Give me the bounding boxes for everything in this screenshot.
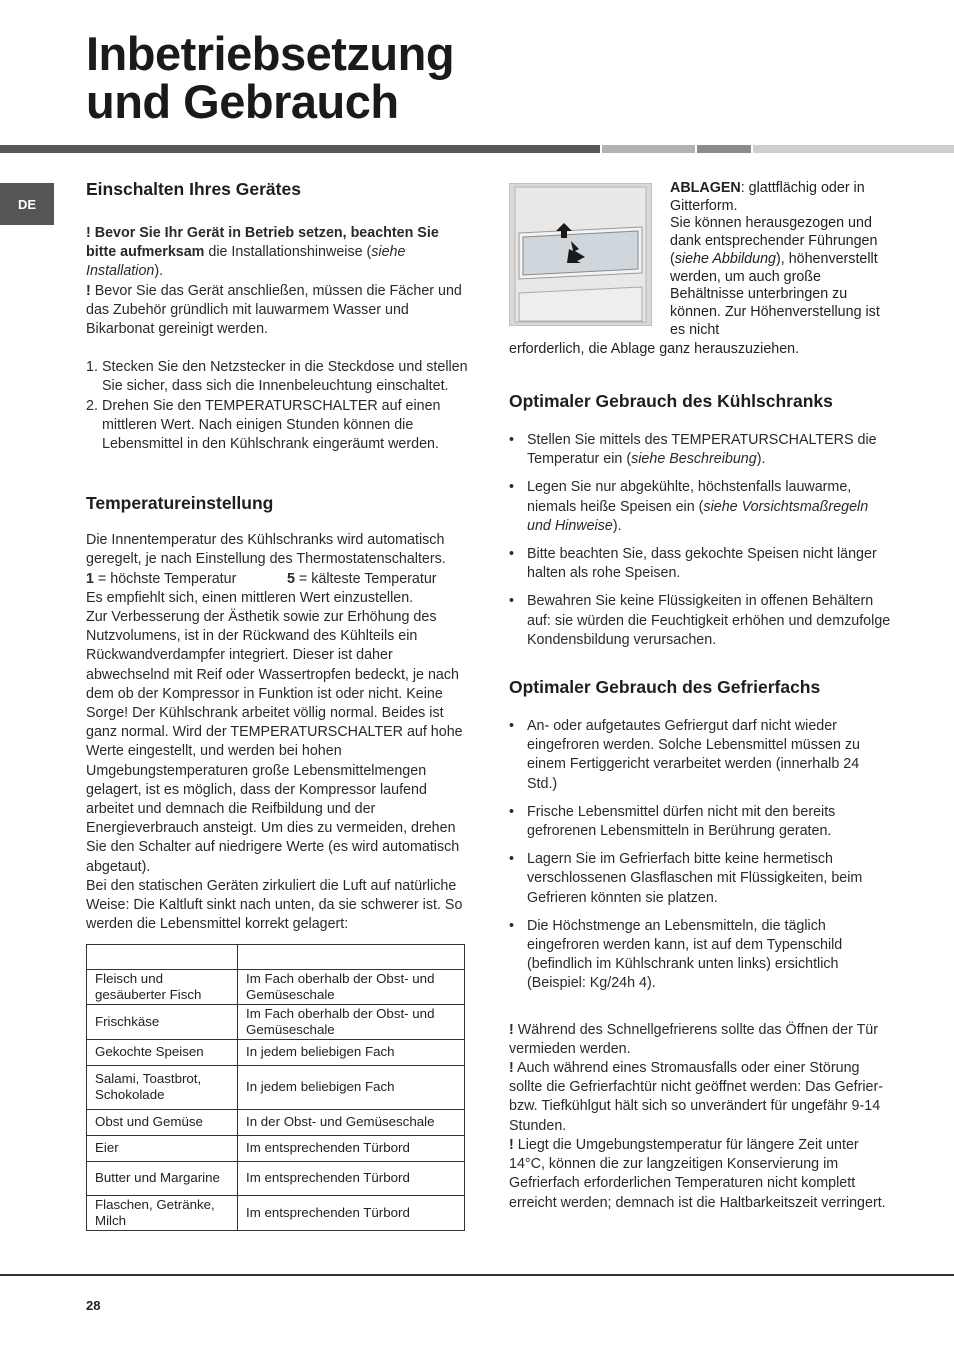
table-cell-food: Salami, Toastbrot, Schokolade [87, 1065, 238, 1109]
storage-table [86, 944, 465, 1231]
header-bar-dark [0, 145, 600, 153]
list-item: • Frische Lebensmittel dürfen nicht mit den bereits gefrorenen Lebensmitteln in Berührung geraten. [509, 803, 891, 841]
left-column [86, 178, 472, 1231]
table-cell-place: Im Fach oberhalb der Obst- und Gemüseschale [238, 1004, 465, 1039]
list-item: • Legen Sie nur abgekühlte, höchstenfalls lauwarme, niemals heiße Speisen ein (siehe Vorsichtsmaßregeln und Hinweise). [509, 478, 891, 536]
section-heading-einschalten: Einschalten Ihres Gerätes [86, 179, 301, 199]
table-cell-place: Im entsprechenden Türbord [238, 1195, 465, 1230]
table-cell-place: Im entsprechenden Türbord [238, 1135, 465, 1161]
list-item [86, 397, 472, 455]
setup-steps [86, 358, 472, 454]
table-cell-place: Im entsprechenden Türbord [238, 1161, 465, 1195]
table-cell-food: Gekochte Speisen [87, 1039, 238, 1065]
header-bar-light [602, 145, 695, 153]
table-row [87, 1161, 465, 1195]
shelf-p2: Sie können herausgezogen und dank entsprechender Führungen (siehe Abbildung), höhenverstellt werden, um auch große Behältnisse unterbringen zu können. Zur Höhenverstellung ist es nicht [670, 215, 880, 338]
table-row [87, 1195, 465, 1230]
table-cell-place: In jedem beliebigen Fach [238, 1039, 465, 1065]
shelf-description-tail: erforderlich, die Ablage ganz herauszuziehen. [509, 341, 800, 357]
fridge-tips [509, 431, 891, 650]
table-cell-food: Flaschen, Getränke, Milch [87, 1195, 238, 1230]
table-row [87, 1109, 465, 1135]
shelf-label: ABLAGEN [670, 180, 741, 196]
header-bar-mid [697, 145, 751, 153]
freezer-notes [509, 1021, 891, 1213]
table-cell-place: In jedem beliebigen Fach [238, 1065, 465, 1109]
freezer-tips [509, 717, 891, 994]
shelf-description [670, 180, 885, 339]
footer-divider [0, 1274, 954, 1276]
clean-warning-text: Bevor Sie das Gerät anschließen, müssen die Fächer und das Zubehör gründlich mit lauwarmem Wasser und Bikarbonat gereinigt werden. [86, 282, 462, 338]
step-number: 1. [86, 359, 98, 376]
table-header-cell [87, 944, 238, 969]
temp-intro: Die Innentemperatur des Kühlschranks wird automatisch geregelt, je nach Einstellung des Thermostatenschalters. [86, 532, 446, 568]
table-row [87, 1135, 465, 1161]
section-heading-gefrierfach: Optimaler Gebrauch des Gefrierfachs [509, 677, 821, 698]
install-warning-text: die Installationshinweise ( [204, 244, 372, 261]
install-warning-end: ). [154, 263, 164, 280]
page-title-line2: und Gebrauch [86, 75, 399, 128]
section-heading-kuehlschrank: Optimaler Gebrauch des Kühlschranks [509, 391, 833, 411]
step-number: 2. [86, 397, 98, 414]
right-column [509, 390, 891, 1213]
table-cell-food: Eier [87, 1135, 238, 1161]
list-item: • Die Höchstmenge an Lebensmitteln, die täglich eingefroren werden kann, ist auf dem Typenschild (befindlich im Kühlschrank unten links) ersichtlich (Beispiel: Kg/24h 4). [509, 917, 891, 994]
install-warning-bold: Bevor Sie Ihr Gerät in Betrieb setzen, beachten Sie bitte aufmerksam [86, 225, 439, 261]
exclamation-icon: ! [509, 1021, 514, 1038]
table-row [87, 1065, 465, 1109]
step-text: Stecken Sie den Netzstecker in die Steckdose und stellen Sie sicher, dass sich die Innenbeleuchtung einschaltet. [102, 359, 468, 395]
table-row [87, 1004, 465, 1039]
note: ! Auch während eines Stromausfalls oder einer Störung sollte die Gefrierfachtür nicht geöffnet werden: Das Gefrier- bzw. Tiefkühlgut hält sich so unverändert für ungefähr 9-14 Stunden. [509, 1060, 884, 1134]
install-warning-ref: siehe Installation [86, 244, 406, 280]
table-cell-food: Fleisch und gesäuberter Fisch [87, 969, 238, 1004]
header-bar-pale [753, 145, 954, 153]
table-cell-food: Frischkäse [87, 1004, 238, 1039]
shelf-illustration [509, 183, 652, 326]
temp-recommendation: Es empfiehlt sich, einen mittleren Wert einzustellen. [86, 589, 414, 606]
clean-warning [86, 282, 472, 340]
table-cell-place: In der Obst- und Gemüseschale [238, 1109, 465, 1135]
temp-evaporator: Zur Verbesserung der Ästhetik sowie zur Erhöhung des Nutzvolumens, ist in der Rückwand des Kühlteils ein Rückwandverdampfer integriert. Dieser ist daher abwechselnd mit Reif oder Wassertropfen bedeckt, je nach dem ob der Kompressor in Funktion ist oder nicht. Keine Sorge! Der Kühlschrank arbeitet völlig normal. Beides ist ganz normal. Wird der TEMPERATURSCHALTER auf hohe Werte eingestellt, und werden bei hohen Umgebungstemperaturen große Lebensmittelmengen gelagert, ist es möglich, dass der Kompressor laufend arbeitet und demnach die Reifbildung und der Energieverbrauch ansteigt. Um dies zu vermeiden, drehen Sie den Schalter auf niedrigere Werte (es wird automatisch abgetaut). [86, 609, 463, 875]
exclamation-icon: ! [509, 1136, 514, 1153]
install-warning [86, 224, 472, 282]
page-title-line1: Inbetriebsetzung [86, 27, 455, 80]
note: ! Während des Schnellgefrierens sollte das Öffnen der Tür vermieden werden. [509, 1021, 879, 1057]
shelf-p1: ABLAGEN: glattflächig oder in Gitterform. [670, 180, 865, 214]
table-row [87, 969, 465, 1004]
step-text: Drehen Sie den TEMPERATURSCHALTER auf einen mittleren Wert. Nach einigen Stunden können die Lebensmittel in den Kühlschrank eingeräumt werden. [102, 397, 441, 453]
table-header-row [87, 944, 465, 969]
list-item: • An- oder aufgetautes Gefriergut darf nicht wieder eingefroren werden. Solche Lebensmittel müssen zu einem Fertiggericht verarbeitet werden (innerhalb 24 Std.) [509, 717, 891, 794]
table-header-cell [238, 944, 465, 969]
exclamation-icon: ! [509, 1060, 514, 1077]
note: ! Liegt die Umgebungstemperatur für längere Zeit unter 14°C, können die zur langzeitigen Konservierung im Gefrierfach erforderlichen Temperaturen nicht komplett erreicht werden; demnach ist die Haltbarkeitszeit verringert. [509, 1136, 886, 1211]
temp-scale-min: 5 = kälteste Temperatur [287, 570, 437, 587]
list-item: • Lagern Sie im Gefrierfach bitte keine hermetisch verschlossenen Glasflaschen mit Flüssigkeiten, beim Gefrieren könnten sie platzen. [509, 850, 891, 908]
exclamation-icon: ! [86, 282, 91, 299]
list-item: • Bewahren Sie keine Flüssigkeiten in offenen Behältern auf: sie würden die Feuchtigkeit erhöhen und demzufolge Kondensbildung verursachen. [509, 592, 891, 650]
temp-scale [86, 570, 472, 589]
language-tab: DE [0, 183, 54, 225]
list-item: • Bitte beachten Sie, dass gekochte Speisen nicht länger halten als rohe Speisen. [509, 545, 891, 583]
temp-static: Bei den statischen Geräten zirkuliert die Luft auf natürliche Weise: Die Kaltluft sinkt nach unten, da sie schwerer ist. So werden die Lebensmittel korrekt gelagert: [86, 877, 463, 933]
table-cell-place: Im Fach oberhalb der Obst- und Gemüseschale [238, 969, 465, 1004]
page-title [86, 27, 455, 128]
temp-scale-max: 1 = höchste Temperatur [86, 570, 237, 587]
page-number: 28 [86, 1298, 101, 1313]
table-cell-food: Obst und Gemüse [87, 1109, 238, 1135]
exclamation-icon: ! [86, 225, 91, 241]
list-item: • Stellen Sie mittels des TEMPERATURSCHALTERS die Temperatur ein (siehe Beschreibung). [509, 431, 891, 469]
list-item [86, 358, 472, 396]
table-cell-food: Butter und Margarine [87, 1161, 238, 1195]
table-row [87, 1039, 465, 1065]
section-heading-temperatur: Temperatureinstellung [86, 493, 274, 514]
